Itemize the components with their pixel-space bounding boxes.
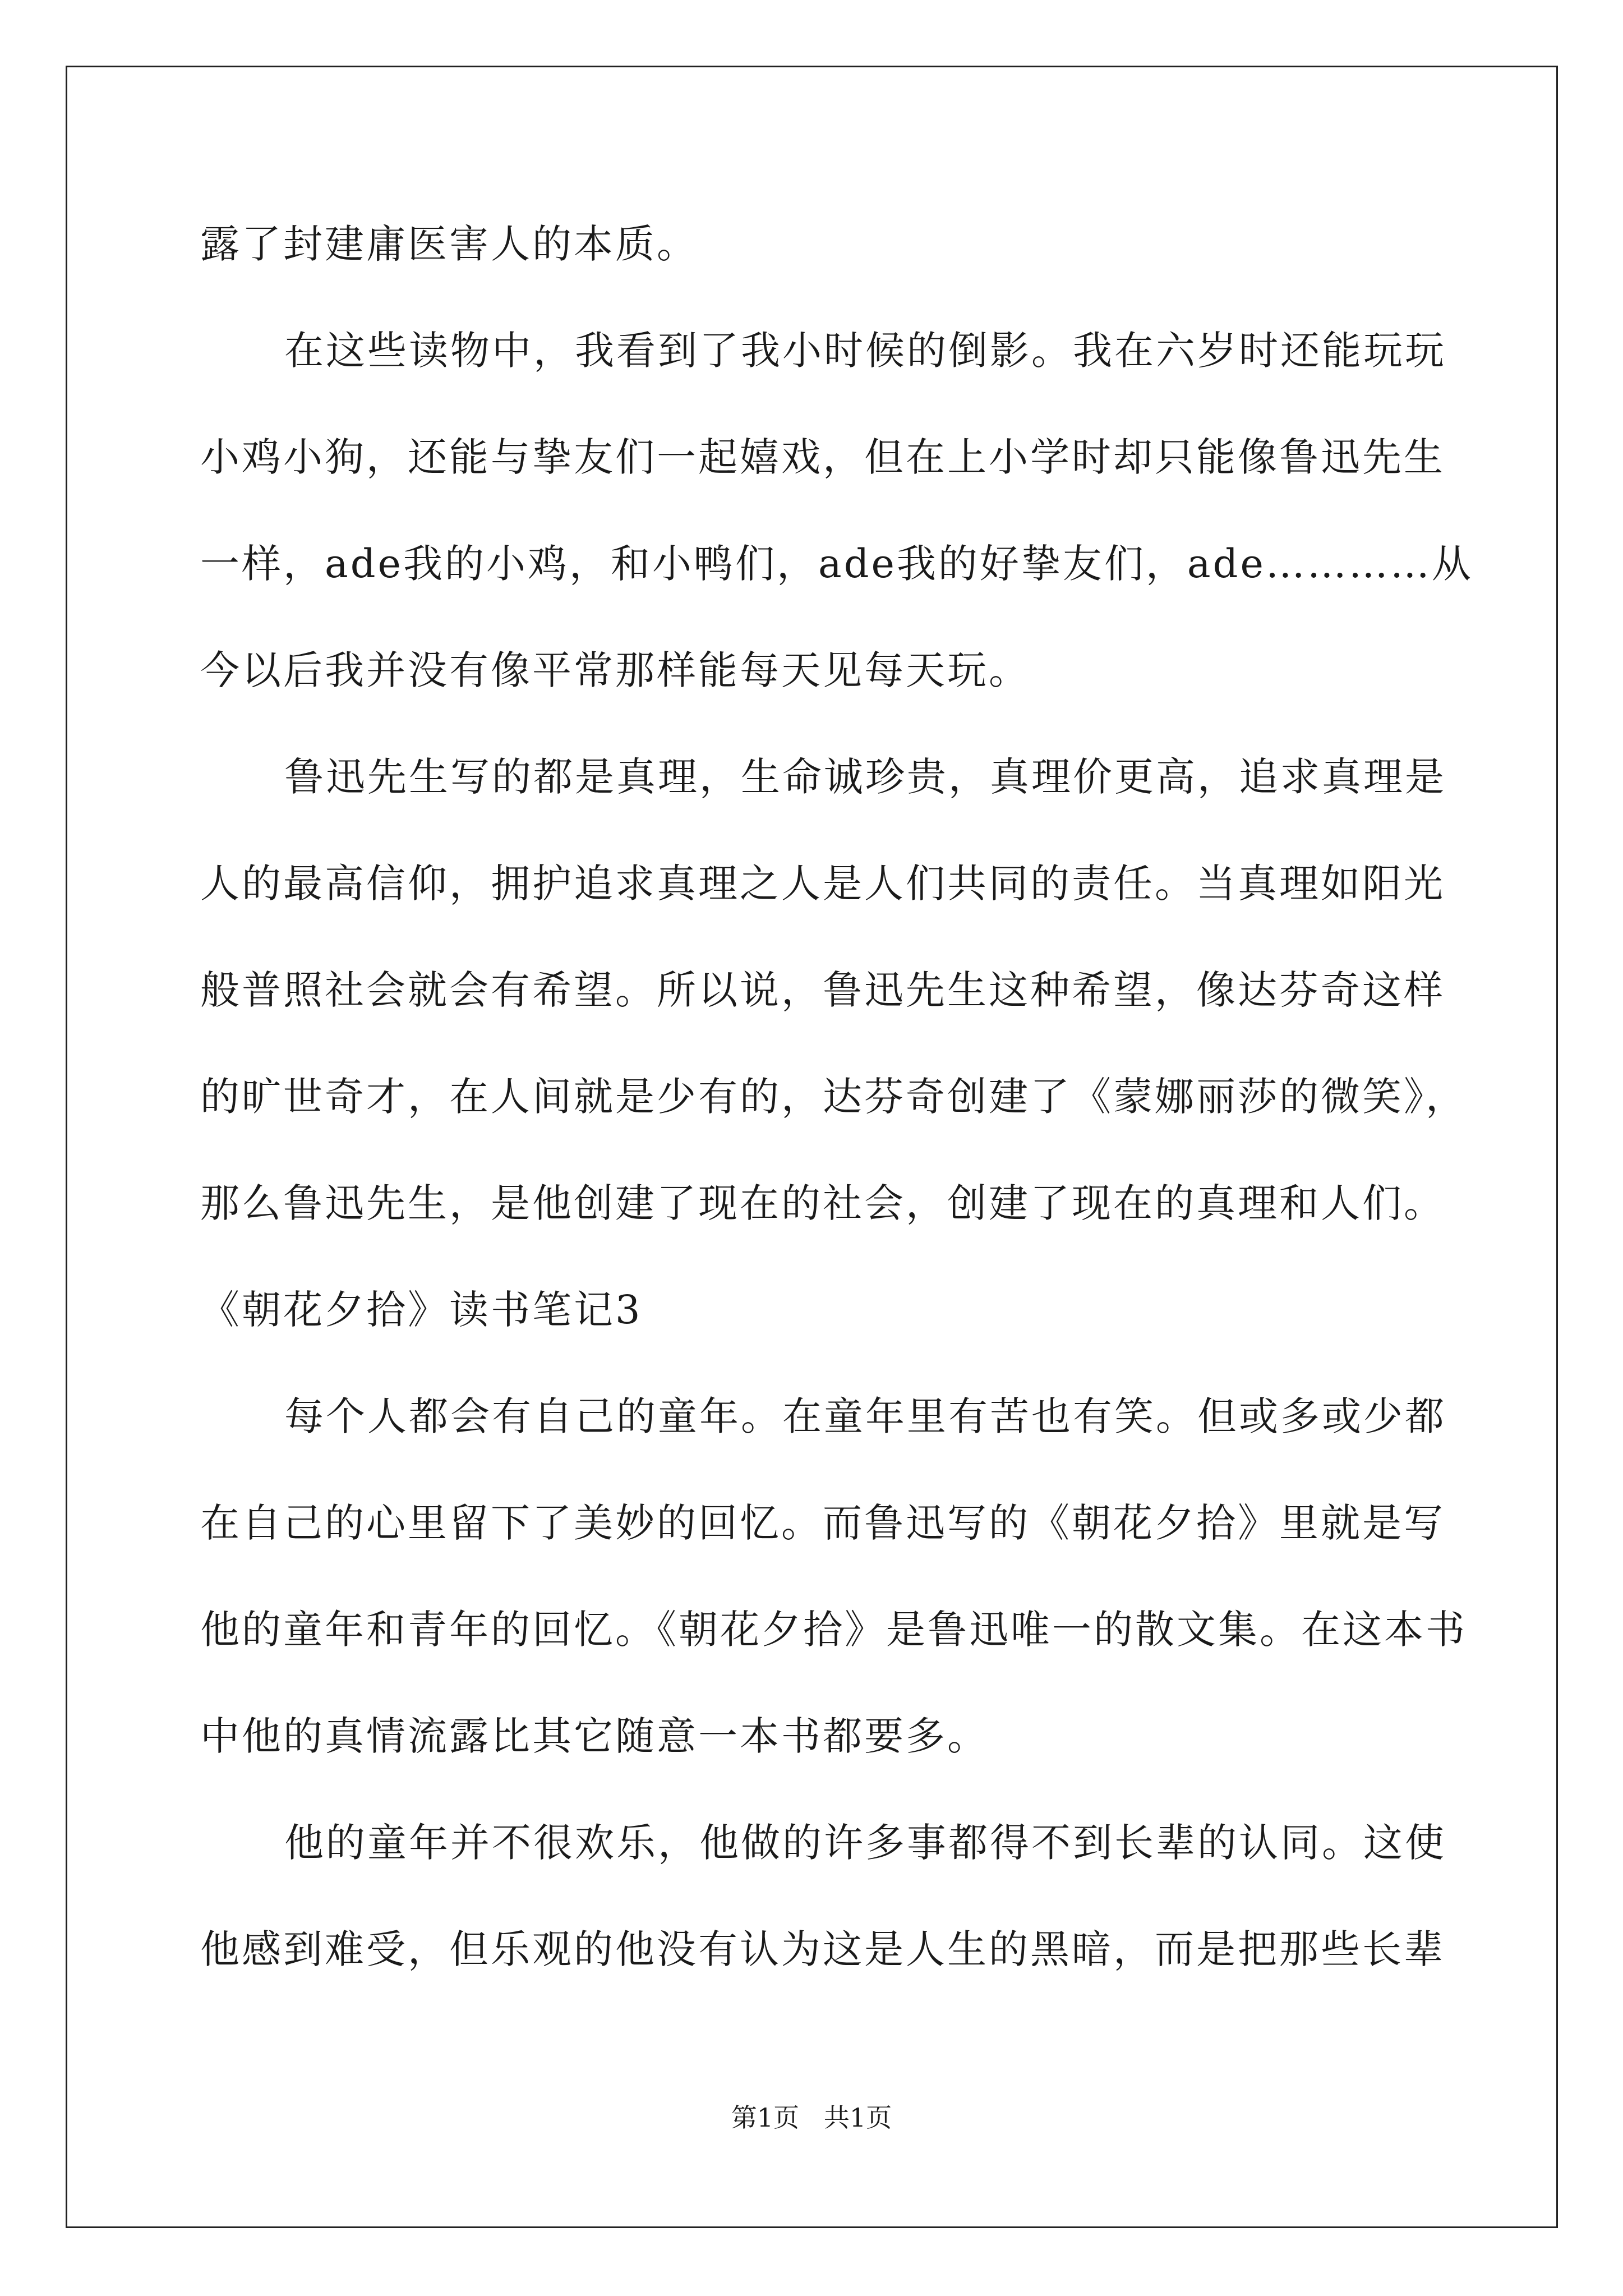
- paragraph-start-line-12: 每个人都会有自己的童年。在童年里有苦也有笑。但或多或少都: [284, 1393, 1446, 1439]
- page-footer: 第1页 共1页: [731, 2102, 892, 2133]
- text-line-5: 今以后我并没有像平常那样能每天见每天玩。: [200, 647, 1030, 693]
- text-line-4: 一样，ade我的小鸡，和小鸭们，ade我的好挚友们，ade…………从: [200, 541, 1473, 587]
- text-line-1: 露了封建庸医害人的本质。: [200, 221, 698, 267]
- paragraph-start-line-2: 在这些读物中，我看到了我小时候的倒影。我在六岁时还能玩玩: [284, 328, 1446, 374]
- text-line-10: 那么鲁迅先生，是他创建了现在的社会，创建了现在的真理和人们。: [200, 1180, 1445, 1226]
- text-line-9: 的旷世奇才，在人间就是少有的，达芬奇创建了《蒙娜丽莎的微笑》，: [200, 1074, 1467, 1120]
- text-line-17: 他感到难受，但乐观的他没有认为这是人生的黑暗，而是把那些长辈: [200, 1926, 1445, 1972]
- text-line-15: 中他的真情流露比其它随意一本书都要多。: [200, 1713, 989, 1759]
- text-line-3: 小鸡小狗，还能与挚友们一起嬉戏，但在上小学时却只能像鲁迅先生: [200, 434, 1445, 480]
- page-border: [66, 66, 1558, 2228]
- text-line-7: 人的最高信仰，拥护追求真理之人是人们共同的责任。当真理如阳光: [200, 861, 1445, 907]
- section-heading: 《朝花夕拾》读书笔记3: [200, 1287, 643, 1333]
- text-line-8: 般普照社会就会有希望。所以说，鲁迅先生这种希望，像达芬奇这样: [200, 967, 1445, 1013]
- text-line-14: 他的童年和青年的回忆。《朝花夕拾》是鲁迅唯一的散文集。在这本书: [200, 1607, 1467, 1653]
- paragraph-start-line-16: 他的童年并不很欢乐，他做的许多事都得不到长辈的认同。这使: [284, 1820, 1446, 1866]
- paragraph-start-line-6: 鲁迅先生写的都是真理，生命诚珍贵，真理价更高，追求真理是: [284, 754, 1446, 800]
- text-line-13: 在自己的心里留下了美妙的回忆。而鲁迅写的《朝花夕拾》里就是写: [200, 1500, 1445, 1546]
